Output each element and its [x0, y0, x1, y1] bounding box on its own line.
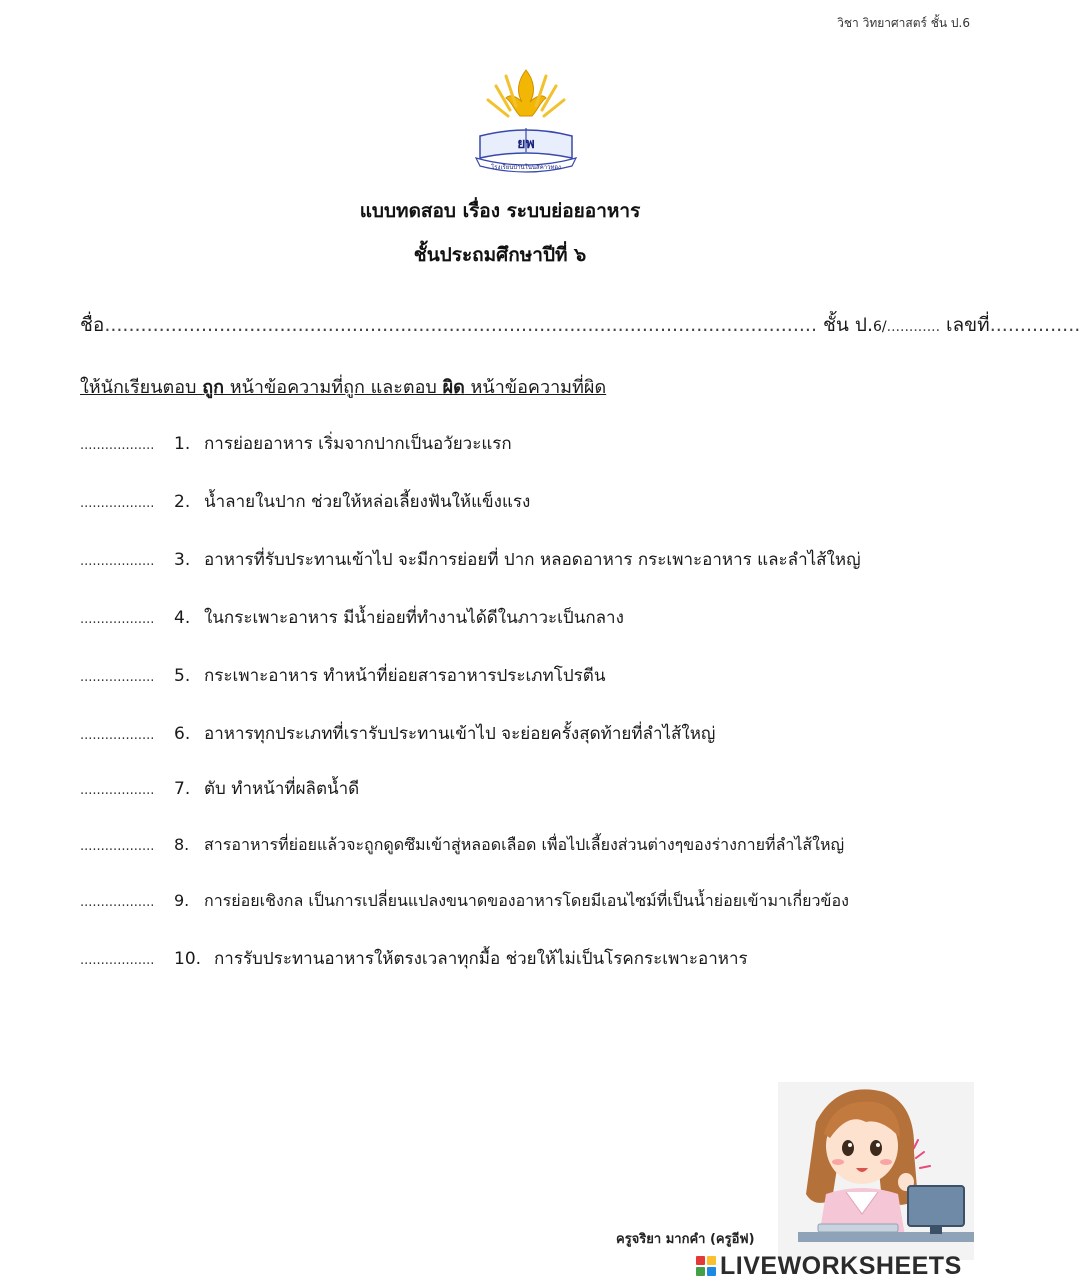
torch-flame-icon	[488, 70, 564, 116]
question-number: 1.	[174, 434, 191, 454]
question-text: กระเพาะอาหาร ทำหน้าที่ย่อยสารอาหารประเภทโปรตีน	[204, 666, 606, 686]
question-number: 2.	[174, 492, 191, 512]
question-text: การรับประทานอาหารให้ตรงเวลาทุกมื้อ ช่วยให้ไม่เป็นโรคกระเพาะอาหาร	[214, 949, 748, 969]
teacher-cartoon-illustration	[778, 1082, 974, 1260]
worksheet-title: แบบทดสอบ เรื่อง ระบบย่อยอาหาร	[359, 200, 641, 222]
name-field[interactable]: ......................................................................................................................	[104, 314, 817, 336]
svg-text:ยพ: ยพ	[517, 136, 535, 152]
instruction-wrong-word: ผิด	[442, 377, 465, 398]
answer-blank[interactable]: ..................	[80, 612, 155, 627]
liveworksheets-logo-icon	[696, 1256, 716, 1276]
question-item	[80, 775, 359, 802]
question-text: การย่อยเชิงกล เป็นการเปลี่ยนแปลงขนาดของอาหารโดยมีเอนไซม์ที่เป็นน้ำย่อยเข้ามาเกี่ยวข้อง	[204, 891, 849, 910]
answer-blank[interactable]: ..................	[80, 670, 155, 685]
number-label: เลขที่	[946, 314, 990, 336]
question-item	[80, 720, 715, 747]
answer-blank[interactable]: ..................	[80, 783, 155, 798]
school-logo	[466, 66, 586, 176]
liveworksheets-brand	[696, 1250, 962, 1282]
grade-subtitle: ชั้นประถมศึกษาปีที่ ๖	[413, 244, 587, 266]
question-item	[80, 430, 512, 457]
question-text: อาหารที่รับประทานเข้าไป จะมีการย่อยที่ ปาก หลอดอาหาร กระเพาะอาหาร และลำไส้ใหญ่	[204, 550, 861, 570]
answer-blank[interactable]: ..................	[80, 554, 155, 569]
class-fixed: 6/	[873, 319, 887, 335]
question-text: สารอาหารที่ย่อยแล้วจะถูกดูดซึมเข้าสู่หลอดเลือด เพื่อไปเลี้ยงส่วนต่างๆของร่างกายที่ลำไส้ใหญ่	[204, 835, 845, 854]
question-item	[80, 546, 861, 573]
question-number: 7.	[174, 779, 191, 799]
question-number: 8.	[174, 835, 190, 854]
question-number: 3.	[174, 550, 191, 570]
question-item	[80, 604, 624, 631]
question-number: 6.	[174, 724, 191, 744]
answer-blank[interactable]: ..................	[80, 496, 155, 511]
question-number: 10.	[174, 949, 202, 969]
student-info-row	[80, 310, 1080, 340]
subject-header: วิชา วิทยาศาสตร์ ชั้น ป.6	[837, 16, 970, 30]
question-item	[80, 889, 849, 914]
question-number: 5.	[174, 666, 191, 686]
number-field[interactable]: ...............	[989, 314, 1080, 336]
question-number: 9.	[174, 891, 190, 910]
answer-blank[interactable]: ..................	[80, 438, 155, 453]
answer-blank[interactable]: ..................	[80, 839, 155, 854]
teacher-credit: ครูจริยา มากคำ (ครูอีฟ)	[616, 1232, 755, 1247]
class-label: ชั้น ป.	[822, 314, 874, 336]
question-text: น้ำลายในปาก ช่วยให้หล่อเลี้ยงฟันให้แข็งแรง	[204, 492, 531, 512]
question-item	[80, 945, 748, 972]
question-item	[80, 662, 605, 689]
name-label: ชื่อ	[80, 314, 105, 336]
question-text: ตับ ทำหน้าที่ผลิตน้ำดี	[204, 779, 360, 799]
answer-blank[interactable]: ..................	[80, 728, 155, 743]
answer-blank[interactable]: ..................	[80, 895, 155, 910]
question-text: การย่อยอาหาร เริ่มจากปากเป็นอวัยวะแรก	[204, 434, 512, 454]
question-text: ในกระเพาะอาหาร มีน้ำย่อยที่ทำงานได้ดีในภาวะเป็นกลาง	[204, 608, 624, 628]
svg-text:โรงเรียนบ้านโนนสิคาวทอง: โรงเรียนบ้านโนนสิคาวทอง	[491, 164, 561, 171]
question-number: 4.	[174, 608, 191, 628]
question-item	[80, 488, 530, 515]
answer-blank[interactable]: ..................	[80, 953, 155, 968]
question-item	[80, 833, 844, 858]
class-field[interactable]: ............	[886, 319, 941, 335]
question-text: อาหารทุกประเภทที่เรารับประทานเข้าไป จะย่อยครั้งสุดท้ายที่ลำไส้ใหญ่	[204, 724, 716, 744]
instruction-text: ให้นักเรียนตอบ ถูก หน้าข้อความที่ถูก และตอบ ผิด หน้าข้อความที่ผิด	[80, 377, 607, 398]
brand-wordmark: LIVEWORKSHEETS	[720, 1251, 962, 1280]
instruction-right-word: ถูก	[202, 377, 224, 398]
